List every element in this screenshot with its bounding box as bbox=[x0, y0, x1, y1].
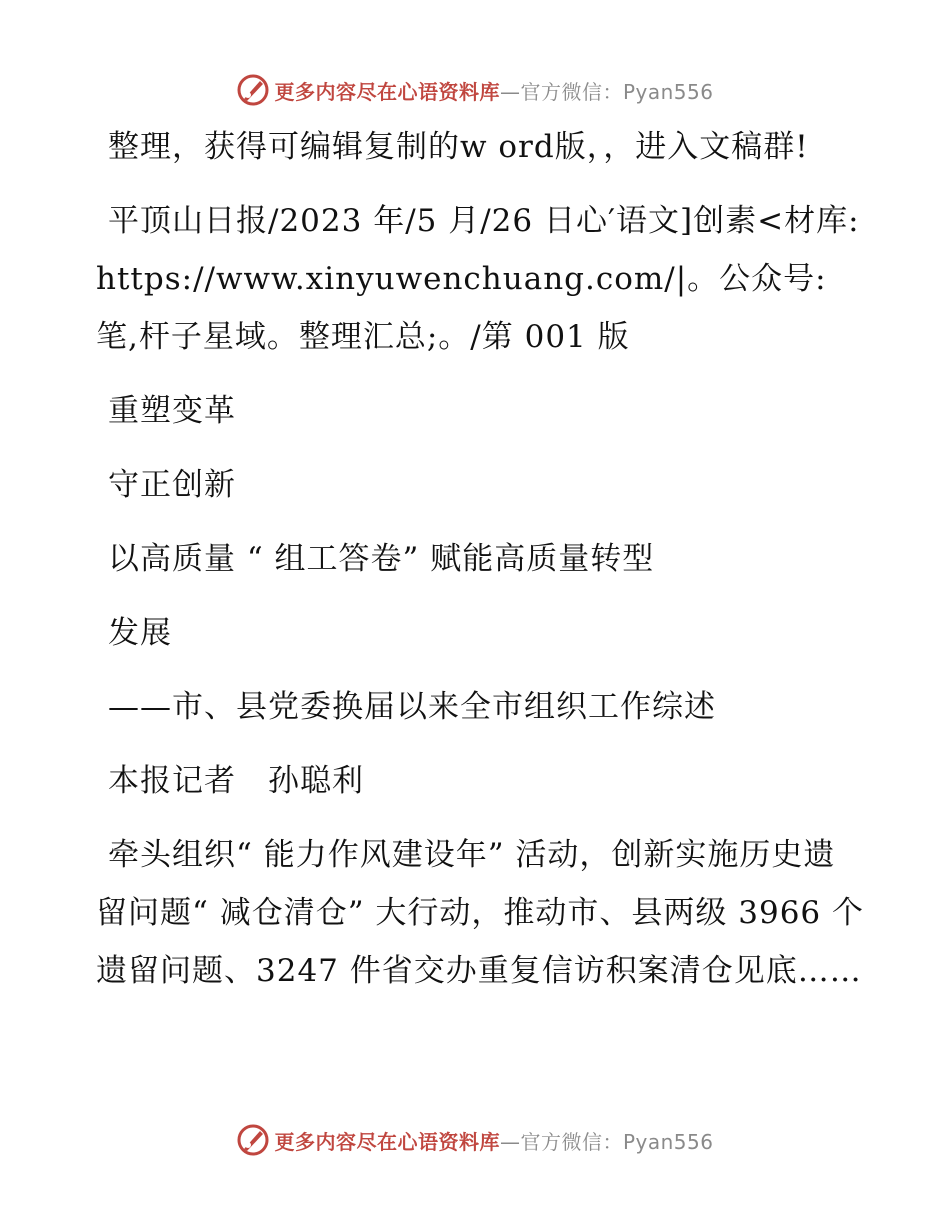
watermark-contact: —官方微信：Pyan556 bbox=[499, 79, 714, 104]
quill-seal-icon bbox=[236, 73, 270, 107]
paragraph-source: 平顶山日报/2023 年/5 月/26 日心′语文]创素<材库: https://www.xinyuwenchuang.com/|。公众号: 笔,杆子星域。整理汇总;。/第 001 版 bbox=[96, 203, 860, 355]
header-watermark-banner bbox=[0, 70, 950, 110]
watermark-text bbox=[274, 1126, 713, 1155]
watermark-lead: 更多内容尽在心语资料库 bbox=[274, 1129, 500, 1154]
byline: 本报记者 孙聪利 bbox=[108, 763, 364, 799]
watermark-lead: 更多内容尽在心语资料库 bbox=[274, 79, 500, 104]
paragraph-intro: 整理，获得可编辑复制的w ord版，，进入文稿群! bbox=[108, 129, 809, 165]
headline-line-1: 重塑变革 bbox=[108, 393, 236, 429]
paragraph-lead: 牵头组织“ 能力作风建设年” 活动，创新实施历史遗留问题“ 减仓清仓” 大行动，推动市、县两级 3966 个遗留问题、3247 件省交办重复信访积案清仓见底…… bbox=[96, 837, 865, 989]
quill-seal-icon bbox=[236, 1123, 270, 1157]
headline-line-2: 守正创新 bbox=[108, 467, 236, 503]
subheadline: ——市、县党委换届以来全市组织工作综述 bbox=[108, 689, 716, 725]
headline-line-4: 发展 bbox=[108, 615, 172, 651]
headline-line-3: 以高质量 “ 组工答卷” 赋能高质量转型 bbox=[108, 541, 655, 577]
document-body bbox=[96, 118, 866, 1016]
watermark-text bbox=[274, 76, 713, 105]
watermark-contact: —官方微信：Pyan556 bbox=[499, 1129, 714, 1154]
footer-watermark-banner bbox=[0, 1120, 950, 1160]
